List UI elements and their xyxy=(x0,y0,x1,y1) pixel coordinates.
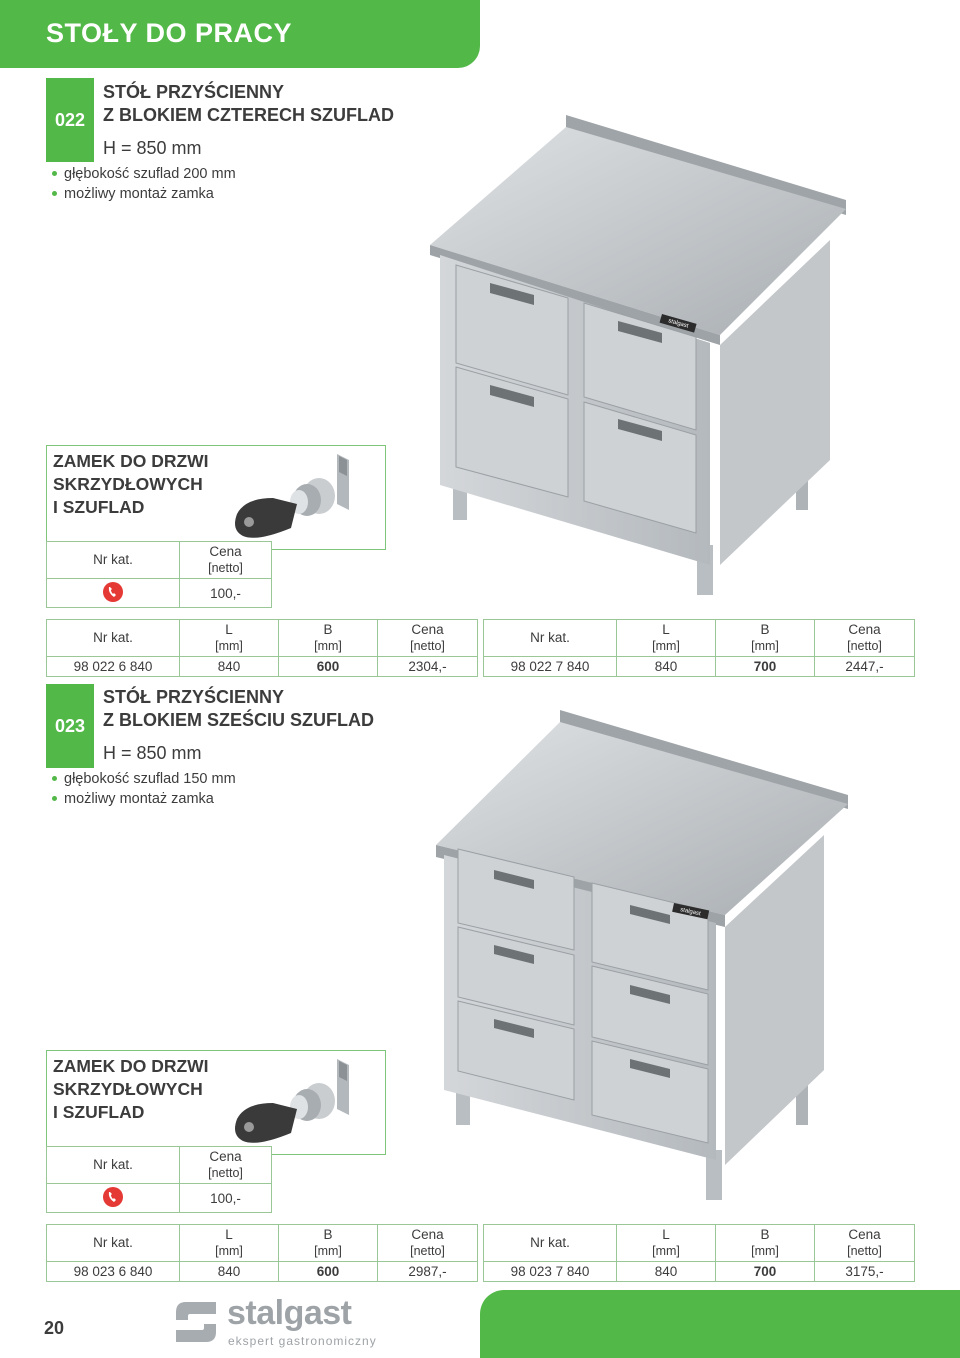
catalog-number: 98 022 6 840 xyxy=(47,657,180,677)
col-b: B [mm] xyxy=(716,1225,815,1262)
col-nr-kat: Nr kat. xyxy=(484,620,617,657)
lock-image xyxy=(227,446,377,546)
width-value: 600 xyxy=(279,657,378,677)
lock-price: 100,- xyxy=(180,579,272,608)
variant-table-700 xyxy=(483,1224,915,1282)
lock-price: 100,- xyxy=(180,1184,272,1213)
col-nr-kat: Nr kat. xyxy=(47,1225,180,1262)
product-number: 023 xyxy=(54,715,86,736)
product-height: H = 850 mm xyxy=(103,743,202,763)
length-value: 840 xyxy=(617,657,716,677)
catalog-number: 98 023 7 840 xyxy=(484,1262,617,1282)
lock-accessory-box xyxy=(46,1050,386,1155)
catalog-number: 98 022 7 840 xyxy=(484,657,617,677)
col-price: Cena [netto] xyxy=(815,1225,915,1262)
width-value: 700 xyxy=(716,657,815,677)
product-number-badge xyxy=(46,78,94,162)
length-value: 840 xyxy=(180,657,279,677)
col-price: Cena [netto] xyxy=(180,1147,272,1184)
lock-title xyxy=(53,450,209,519)
col-l: L [mm] xyxy=(617,1225,716,1262)
product-number: 022 xyxy=(54,109,86,130)
product-title-line1: STÓŁ PRZYŚCIENNY xyxy=(103,82,285,102)
col-l: L [mm] xyxy=(180,1225,279,1262)
width-value: 600 xyxy=(279,1262,378,1282)
col-l: L [mm] xyxy=(180,620,279,657)
col-price: Cena [netto] xyxy=(815,620,915,657)
variant-table-600 xyxy=(46,619,478,677)
product-number-badge xyxy=(46,684,94,768)
feature-item: głębokość szuflad 200 mm xyxy=(46,164,236,184)
stalgast-logo-icon xyxy=(172,1298,220,1346)
table-logo-label: stalgast xyxy=(679,907,702,918)
feature-item: możliwy montaż zamka xyxy=(46,789,236,809)
length-value: 840 xyxy=(617,1262,716,1282)
product-features xyxy=(46,164,236,204)
product-title-line2: Z BLOKIEM SZEŚCIU SZUFLAD xyxy=(103,710,374,730)
lock-title xyxy=(53,1055,209,1124)
lock-accessory-box xyxy=(46,445,386,550)
lock-title-line: ZAMEK DO DRZWI xyxy=(53,451,209,471)
lock-title-line: I SZUFLAD xyxy=(53,497,145,517)
col-price: Cena [netto] xyxy=(180,542,272,579)
col-nr-kat: Nr kat. xyxy=(47,620,180,657)
lock-price-table xyxy=(46,1146,272,1213)
lock-price-table xyxy=(46,541,272,608)
col-b: B [mm] xyxy=(279,1225,378,1262)
brand-name: stalgast xyxy=(227,1294,352,1332)
phone-icon xyxy=(47,1184,180,1213)
catalog-number: 98 023 6 840 xyxy=(47,1262,180,1282)
product-title xyxy=(103,686,374,732)
lock-title-line: SKRZYDŁOWYCH xyxy=(53,1079,203,1099)
product-title-line2: Z BLOKIEM CZTERECH SZUFLAD xyxy=(103,105,394,125)
variant-table-700 xyxy=(483,619,915,677)
col-nr-kat: Nr kat. xyxy=(47,542,180,579)
col-nr-kat: Nr kat. xyxy=(47,1147,180,1184)
col-b: B [mm] xyxy=(716,620,815,657)
product-features xyxy=(46,769,236,809)
col-price: Cena [netto] xyxy=(378,620,478,657)
page-title: STOŁY DO PRACY xyxy=(46,18,293,48)
price-value: 2447,- xyxy=(815,657,915,677)
phone-icon xyxy=(47,579,180,608)
lock-title-line: SKRZYDŁOWYCH xyxy=(53,474,203,494)
variant-table-600 xyxy=(46,1224,478,1282)
feature-item: głębokość szuflad 150 mm xyxy=(46,769,236,789)
lock-title-line: ZAMEK DO DRZWI xyxy=(53,1056,209,1076)
feature-item: możliwy montaż zamka xyxy=(46,184,236,204)
table-6-drawers-image xyxy=(420,705,860,1205)
lock-title-line: I SZUFLAD xyxy=(53,1102,145,1122)
price-value: 2304,- xyxy=(378,657,478,677)
col-l: L [mm] xyxy=(617,620,716,657)
col-nr-kat: Nr kat. xyxy=(484,1225,617,1262)
col-b: B [mm] xyxy=(279,620,378,657)
table-4-drawers-image xyxy=(420,105,860,605)
col-price: Cena [netto] xyxy=(378,1225,478,1262)
footer-bar xyxy=(480,1290,960,1358)
lock-image xyxy=(227,1051,377,1151)
table-logo-label: stalgast xyxy=(667,318,689,330)
width-value: 700 xyxy=(716,1262,815,1282)
price-value: 2987,- xyxy=(378,1262,478,1282)
page-number: 20 xyxy=(44,1318,65,1338)
product-height: H = 850 mm xyxy=(103,138,202,158)
price-value: 3175,- xyxy=(815,1262,915,1282)
product-title xyxy=(103,81,394,127)
product-title-line1: STÓŁ PRZYŚCIENNY xyxy=(103,687,285,707)
brand-tagline: ekspert gastronomiczny xyxy=(228,1334,377,1348)
length-value: 840 xyxy=(180,1262,279,1282)
